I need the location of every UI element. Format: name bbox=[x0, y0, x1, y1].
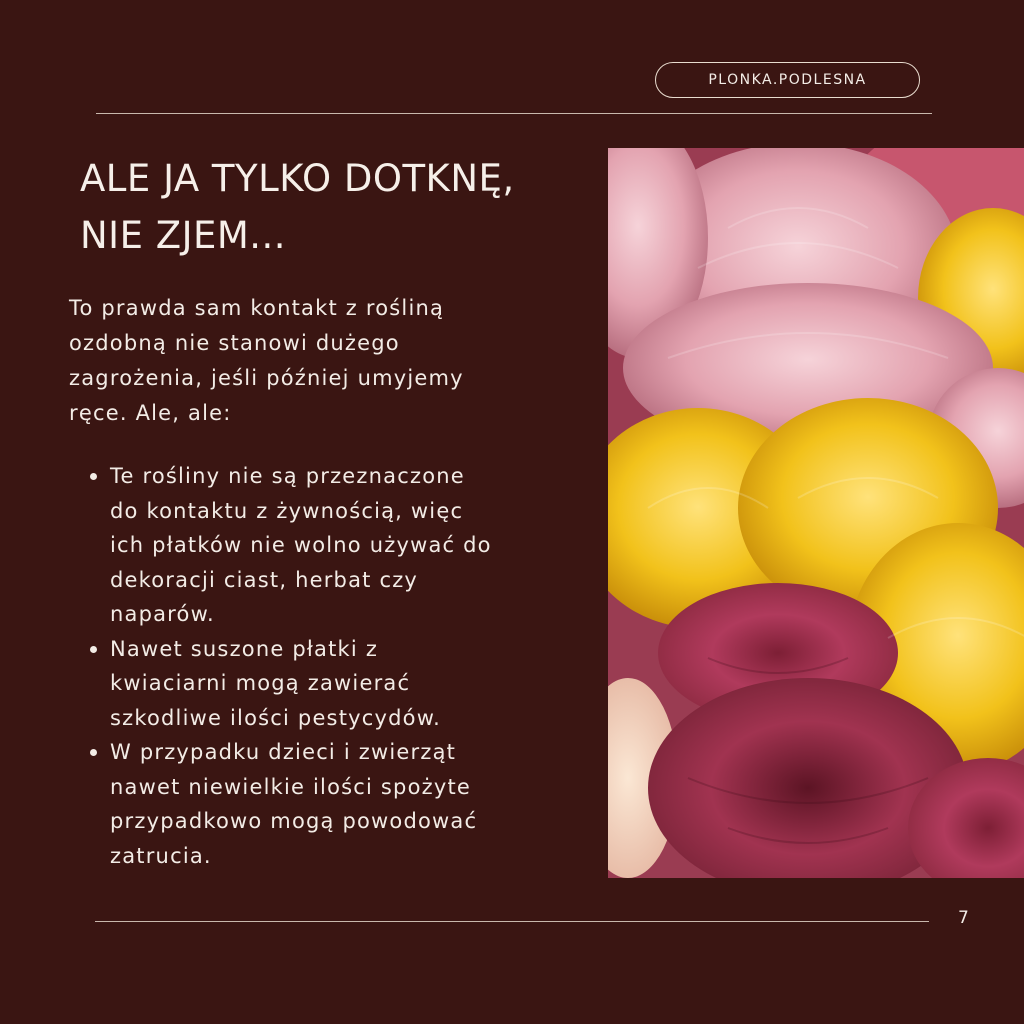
slide-title bbox=[80, 150, 580, 264]
bullet-line: do kontaktu z żywnością, więc bbox=[110, 498, 464, 523]
bullet-line: kwiaciarni mogą zawierać bbox=[110, 671, 411, 695]
intro-line: ozdobną nie stanowi dużego bbox=[69, 331, 400, 355]
bullet-line: Te rośliny nie są przeznaczone bbox=[110, 464, 465, 488]
warning-bullet-list bbox=[110, 459, 580, 873]
bullet-line: W przypadku dzieci i zwierząt bbox=[110, 740, 457, 764]
page-number: 7 bbox=[958, 908, 969, 928]
slide-title-line-2: NIE ZJEM... bbox=[80, 214, 287, 257]
intro-line: zagrożenia, jeśli później umyjemy bbox=[69, 366, 464, 390]
bullet-line: Nawet suszone płatki z bbox=[110, 636, 379, 661]
brand-handle-text: PLONKA.PODLESNA bbox=[708, 72, 867, 88]
bullet-line: ich płatków nie wolno używać do bbox=[110, 533, 492, 557]
chrysanthemum-photo bbox=[608, 148, 1024, 878]
intro-line: ręce. Ale, ale: bbox=[69, 401, 232, 425]
brand-handle-badge bbox=[655, 62, 920, 98]
bullet-item bbox=[110, 632, 580, 736]
bullet-line: zatrucia. bbox=[110, 843, 212, 868]
top-divider bbox=[96, 113, 932, 114]
intro-paragraph bbox=[69, 291, 569, 431]
bullet-line: przypadkowo mogą powodować bbox=[110, 809, 478, 833]
intro-line: To prawda sam kontakt z rośliną bbox=[69, 296, 445, 320]
bullet-line: naparów. bbox=[110, 602, 215, 626]
bullet-item bbox=[110, 735, 580, 873]
bullet-item bbox=[110, 459, 580, 632]
bullet-line: szkodliwe ilości pestycydów. bbox=[110, 705, 442, 730]
bullet-line: dekoracji ciast, herbat czy bbox=[110, 567, 419, 592]
bullet-line: nawet niewielkie ilości spożyte bbox=[110, 774, 472, 799]
bottom-divider bbox=[95, 921, 929, 922]
slide-title-line-1: ALE JA TYLKO DOTKNĘ, bbox=[80, 157, 515, 200]
flower-illustration bbox=[608, 148, 1024, 878]
